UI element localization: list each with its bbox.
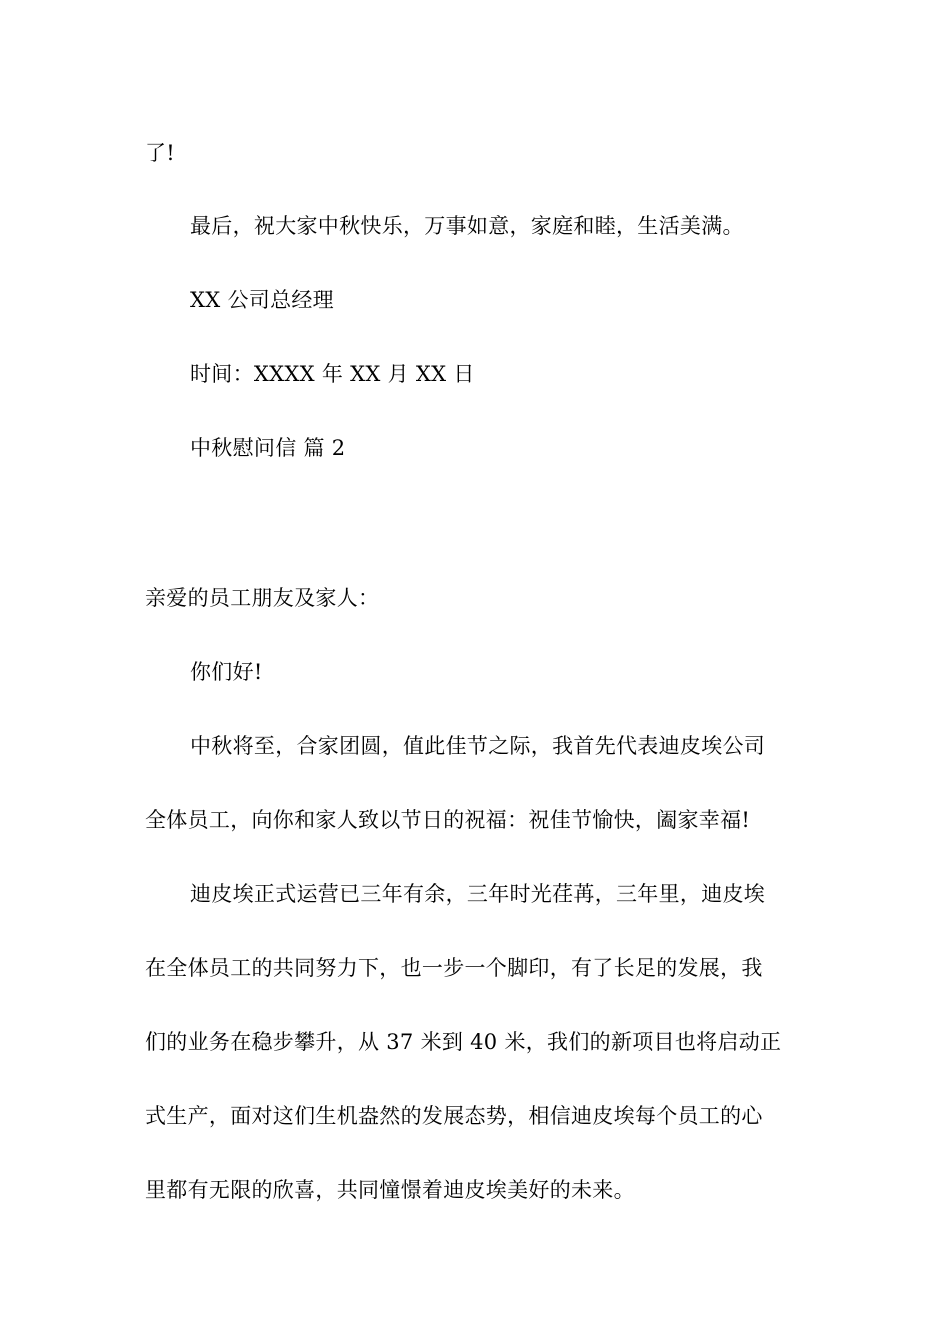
- salutation: 亲爱的员工朋友及家人：: [145, 586, 380, 610]
- body-line: 里都有无限的欣喜，共同憧憬着迪皮埃美好的未来。: [145, 1178, 635, 1202]
- section-heading: 中秋慰问信 篇 2: [190, 436, 346, 460]
- body-line: 在全体员工的共同努力下，也一步一个脚印，有了长足的发展，我: [145, 956, 763, 980]
- body-line: 中秋将至，合家团圆，值此佳节之际，我首先代表迪皮埃公司: [190, 734, 766, 758]
- text-line-continuation: 了!: [145, 141, 176, 165]
- body-line: 们的业务在稳步攀升，从 37 米到 40 米，我们的新项目也将启动正: [145, 1030, 782, 1054]
- body-line: 全体员工，向你和家人致以节日的祝福：祝佳节愉快，阖家幸福!: [145, 808, 751, 832]
- greeting: 你们好!: [190, 660, 263, 684]
- text-line-closing-wish: 最后，祝大家中秋快乐，万事如意，家庭和睦，生活美满。: [190, 214, 744, 238]
- body-line: 迪皮埃正式运营已三年有余，三年时光荏苒，三年里，迪皮埃: [190, 882, 766, 906]
- signature-date: 时间：XXXX 年 XX 月 XX 日: [190, 362, 475, 386]
- signature-title: XX 公司总经理: [190, 288, 334, 312]
- body-line: 式生产，面对这们生机盎然的发展态势，相信迪皮埃每个员工的心: [145, 1104, 763, 1128]
